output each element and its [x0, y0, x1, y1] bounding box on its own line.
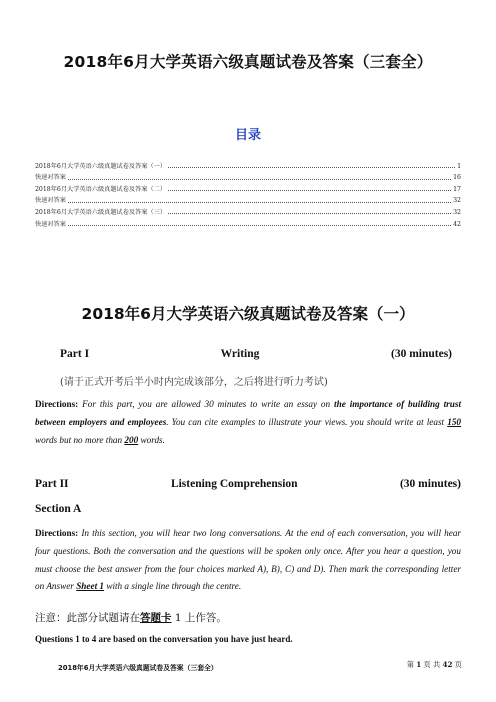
- toc-entry-page: 42: [453, 220, 461, 228]
- toc-entry-text: 快速对答案: [35, 220, 66, 228]
- toc-heading: 目录: [234, 128, 261, 143]
- toc-entry-text: 2018年6月大学英语六级真题试卷及答案（三）: [35, 208, 167, 216]
- answer-card-ref: 答题卡: [140, 612, 172, 624]
- part1-header: [60, 348, 452, 360]
- answer-sheet-ref: Sheet 1: [76, 581, 105, 592]
- essay-topic: the importance of building trust between employers and employees: [35, 399, 461, 427]
- toc-entry-page: 32: [453, 197, 461, 205]
- toc-leader-dots: [68, 225, 451, 226]
- toc-leader-dots: [68, 202, 451, 203]
- part2-time: (30 minutes): [399, 478, 461, 490]
- part2-name: Listening Comprehension: [170, 478, 298, 490]
- toc-entry-page: 16: [453, 174, 461, 182]
- part1-directions: [35, 396, 461, 449]
- toc-entry[interactable]: [35, 158, 461, 170]
- toc-entry-text: 快速对答案: [35, 174, 66, 182]
- toc-leader-dots: [68, 179, 451, 180]
- toc-leader-dots: [168, 213, 451, 214]
- directions-text: In this section, you will hear two long conversations. At the end of each conversation, you will hear four questions. Both the conversation and the questions will be spoken only once. After you hear a question, you must choose the best answer from the four choices marked A), B), C) and D). Then mark the corresponding letter on Answer: [35, 528, 461, 592]
- questions-instruction: Questions 1 to 4 are based on the conversation you have just heard.: [35, 634, 293, 644]
- part1-time: (30 minutes): [390, 348, 452, 360]
- part2-label: Part II: [35, 478, 69, 490]
- toc-entry-text: 快速对答案: [35, 197, 66, 205]
- footer-title: 2018年6月大学英语六级真题试卷及答案（三套全）: [58, 664, 218, 672]
- table-of-contents: [35, 158, 461, 228]
- toc-entry-text: 2018年6月大学英语六级真题试卷及答案（二）: [35, 185, 167, 193]
- directions-text: words but no more than: [35, 434, 125, 445]
- directions-text: with a single line through the centre.: [104, 581, 242, 592]
- min-words: 150: [447, 416, 461, 427]
- toc-leader-dots: [168, 190, 451, 191]
- toc-entry[interactable]: [35, 204, 461, 216]
- toc-entry-page: 1: [457, 162, 461, 170]
- toc-leader-dots: [168, 167, 455, 168]
- document-title: 2018年6月大学英语六级真题试卷及答案（三套全）: [63, 53, 433, 71]
- toc-entry[interactable]: [35, 216, 461, 228]
- part1-label: Part I: [60, 348, 90, 360]
- toc-entry-page: 17: [453, 185, 461, 193]
- part1-note: (请于正式开考后半小时内完成该部分，之后将进行听力考试): [60, 377, 328, 388]
- toc-entry[interactable]: [35, 170, 461, 182]
- footer-page-number: 第 1 页 共 42 页: [406, 660, 462, 669]
- answer-note: 注意：此部分试题请在答题卡 1 上作答。: [35, 612, 227, 624]
- toc-entry[interactable]: [35, 181, 461, 193]
- part1-name: Writing: [220, 348, 260, 360]
- max-words: 200: [124, 434, 139, 445]
- directions-label: Directions:: [35, 528, 79, 538]
- part2-directions: [35, 525, 461, 596]
- directions-text: . You can cite examples to illustrate your views. you should write at least: [166, 416, 448, 427]
- toc-entry-page: 32: [453, 208, 461, 216]
- section-title: 2018年6月大学英语六级真题试卷及答案（一）: [81, 305, 415, 323]
- directions-text: For this part, you are allowed 30 minutes to write an essay on: [78, 399, 335, 409]
- toc-entry[interactable]: [35, 193, 461, 205]
- toc-entry-text: 2018年6月大学英语六级真题试卷及答案（一）: [35, 162, 167, 170]
- directions-label: Directions:: [35, 399, 79, 409]
- section-a-heading: Section A: [35, 503, 82, 515]
- part2-header: [35, 478, 461, 490]
- directions-text: words.: [138, 434, 165, 445]
